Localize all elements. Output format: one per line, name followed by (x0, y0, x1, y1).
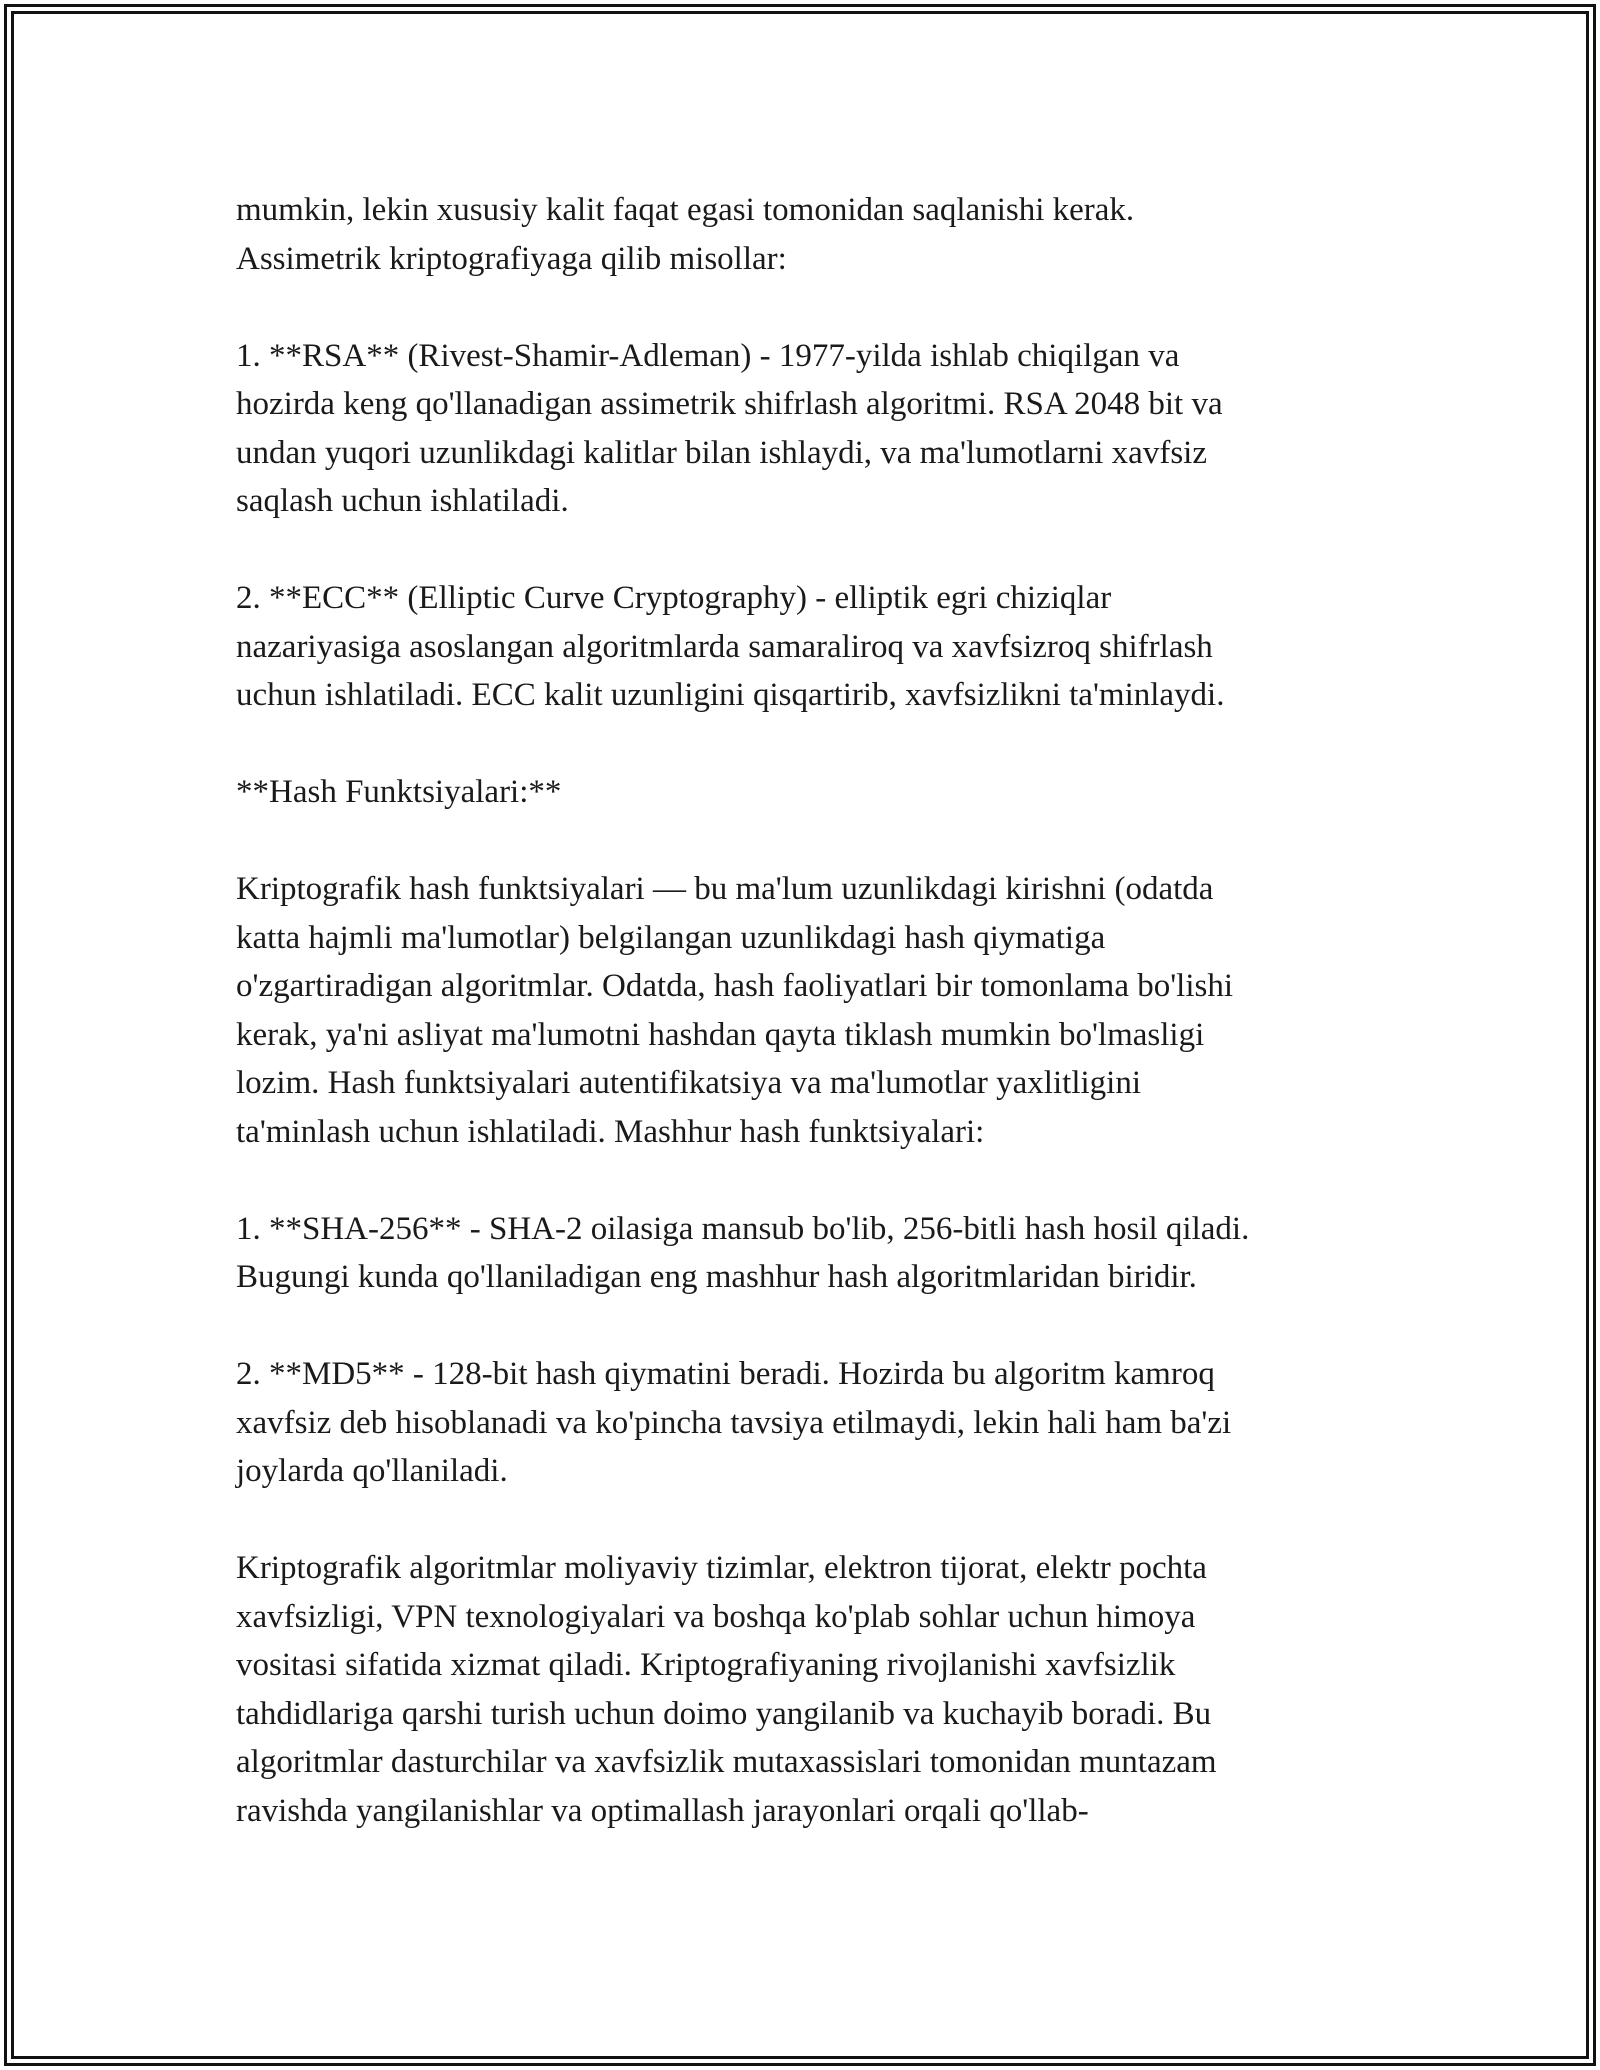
paragraph-rsa: 1. **RSA** (Rivest-Shamir-Adleman) - 1977-yilda ishlab chiqilgan va hozirda keng qo'llanadigan assimetrik shifrlash algoritmi. RSA 2048 bit va undan yuqori uzunlikdagi kalitlar bilan ishlaydi, va ma'lumotlarni xavfsiz saqlash uchun ishlatiladi. (236, 337, 1223, 519)
paragraph-asymmetric-intro: mumkin, lekin xususiy kalit faqat egasi tomonidan saqlanishi kerak. Assimetrik kriptografiyaga qilib misollar: (236, 192, 1135, 277)
paragraph-md5: 2. **MD5** - 128-bit hash qiymatini beradi. Hozirda bu algoritm kamroq xavfsiz deb hisoblanadi va ko'pincha tavsiya etilmaydi, lekin hali ham ba'zi joylarda qo'llaniladi. (236, 1356, 1232, 1489)
document-body (236, 186, 1376, 1835)
paragraph-ecc: 2. **ECC** (Elliptic Curve Cryptography) - elliptik egri chiziqlar nazariyasiga asoslangan algoritmlarda samaraliroq va xavfsizroq shifrlash uchun ishlatiladi. ECC kalit uzunligini qisqartirib, xavfsizlikni ta'minlaydi. (236, 580, 1225, 713)
paragraph-hash-intro: Kriptografik hash funktsiyalari — bu ma'lum uzunlikdagi kirishni (odatda katta hajmli ma'lumotlar) belgilangan uzunlikdagi hash qiymatiga o'zgartiradigan algoritmlar. Odatda, hash faoliyatlari bir tomonlama bo'lishi kerak, ya'ni asliyat ma'lumotni hashdan qayta tiklash mumkin bo'lmasligi lozim. Hash funktsiyalari autentifikatsiya va ma'lumotlar yaxlitligini ta'minlash uchun ishlatiladi. Mashhur hash funktsiyalari: (236, 871, 1234, 1150)
section-heading-hash: **Hash Funktsiyalari:** (236, 774, 562, 810)
paragraph-conclusion: Kriptografik algoritmlar moliyaviy tizimlar, elektron tijorat, elektr pochta xavfsizligi, VPN texnologiyalari va boshqa ko'plab sohlar uchun himoya vositasi sifatida xizmat qiladi. Kriptografiyaning rivojlanishi xavfsizlik tahdidlariga qarshi turish uchun doimo yangilanib va kuchayib boradi. Bu algoritmlar dasturchilar va xavfsizlik mutaxassislari tomonidan muntazam ravishda yangilanishlar va optimallash jarayonlari orqali qo'llab- (236, 1550, 1217, 1829)
paragraph-sha256: 1. **SHA-256** - SHA-2 oilasiga mansub bo'lib, 256-bitli hash hosil qiladi. Bugungi kunda qo'llaniladigan eng mashhur hash algoritmlaridan biridir. (236, 1210, 1250, 1295)
